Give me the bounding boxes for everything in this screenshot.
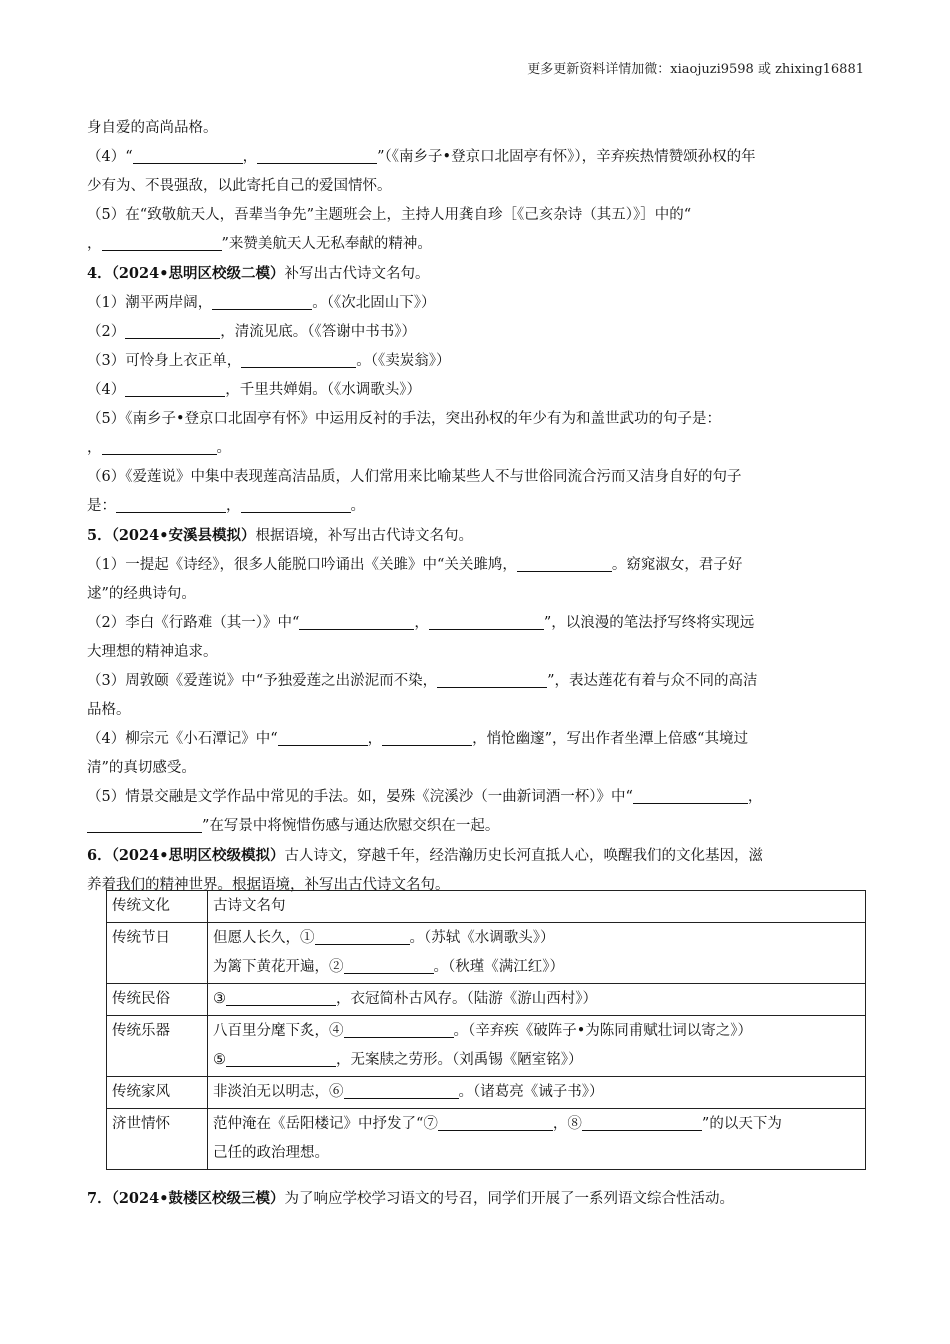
row-content: 八百里分麾下炙，④ 。（辛弃疾《破阵子•为陈同甫赋壮词以寄之》） ⑤ ，无案牍之劳形。（刘禹锡《陋室铭》） bbox=[208, 1016, 866, 1077]
answer-blank[interactable] bbox=[438, 1114, 553, 1131]
answer-blank[interactable] bbox=[437, 671, 547, 688]
intro-line-1: 身自爱的高尚品格。 bbox=[87, 120, 218, 136]
page-header-note: 更多更新资料详情加微：xiaojuzi9598 或 zhixing16881 bbox=[527, 62, 864, 77]
answer-blank[interactable] bbox=[299, 613, 414, 630]
answer-blank[interactable] bbox=[241, 496, 351, 513]
q4-item-4: （4） ，千里共婵娟。（《水调歌头》） bbox=[87, 382, 421, 398]
q6-title-line-2: 养着我们的精神世界。根据语境，补写出古代诗文名句。 bbox=[87, 877, 450, 893]
q4-title: 4．（2024•思明区校级二模）补写出古代诗文名句。 bbox=[87, 265, 430, 282]
row-content: 非淡泊无以明志，⑥ 。（诸葛亮《诫子书》） bbox=[208, 1077, 866, 1109]
row-category: 传统民俗 bbox=[107, 984, 208, 1016]
table-row bbox=[107, 1109, 866, 1170]
q7-title: 7．（2024•鼓楼区校级三模）为了响应学校学习语文的号召，同学们开展了一系列语文综合性活动。 bbox=[87, 1190, 734, 1207]
q5-item-2-line-2: 大理想的精神追求。 bbox=[87, 644, 218, 660]
answer-blank[interactable] bbox=[133, 147, 243, 164]
q5-item-1-line-2: 逑”的经典诗句。 bbox=[87, 586, 196, 602]
answer-blank[interactable] bbox=[633, 787, 748, 804]
table-header-row bbox=[107, 891, 866, 923]
question-content bbox=[87, 114, 867, 900]
answer-blank[interactable] bbox=[382, 729, 472, 746]
q4-item-5-line-1: （5）《南乡子•登京口北固亭有怀》中运用反衬的手法，突出孙权的年少有为和盖世武功的句子是： bbox=[87, 411, 722, 427]
culture-poetry-table bbox=[106, 890, 866, 1170]
q4-item-3: （3）可怜身上衣正单， 。（《卖炭翁》） bbox=[87, 353, 451, 369]
q5-item-5-line-2: ”在写景中将惋惜伤感与通达欣慰交织在一起。 bbox=[87, 812, 867, 841]
q5-item-3-line-1: （3）周敦颐《爱莲说》中“予独爱莲之出淤泥而不染， ”，表达莲花有着与众不同的高洁 bbox=[87, 673, 758, 689]
table-header-cell: 古诗文名句 bbox=[208, 891, 866, 923]
answer-blank[interactable] bbox=[226, 989, 336, 1006]
answer-blank[interactable] bbox=[315, 928, 410, 945]
answer-blank[interactable] bbox=[344, 1082, 459, 1099]
q4-item-1: （1）潮平两岸阔， 。（《次北固山下》） bbox=[87, 295, 436, 311]
q5-item-4-line-2: 清”的真切感受。 bbox=[87, 760, 196, 776]
q6-title: 6．（2024•思明区校级模拟）古人诗文，穿越千年，经浩瀚历史长河直抵人心，唤醒我们的文化基因，滋 bbox=[87, 847, 763, 864]
answer-blank[interactable] bbox=[226, 1050, 336, 1067]
answer-blank[interactable] bbox=[241, 351, 356, 368]
question-number: 5．（2024•安溪县模拟） bbox=[87, 527, 256, 544]
q4-item-5-line-2: ， 。 bbox=[87, 440, 231, 456]
answer-blank[interactable] bbox=[344, 957, 434, 974]
q5-item-1-line-1: （1）一提起《诗经》，很多人能脱口吟诵出《关雎》中“关关雎鸠， 。窈窕淑女，君子好 bbox=[87, 557, 743, 573]
row-category: 传统节日 bbox=[107, 923, 208, 984]
table-row bbox=[107, 984, 866, 1016]
answer-blank[interactable] bbox=[344, 1021, 454, 1038]
row-category: 传统乐器 bbox=[107, 1016, 208, 1077]
q3-item-4-line-2: 少有为、不畏强敌，以此寄托自己的爱国情怀。 bbox=[87, 178, 392, 194]
answer-blank[interactable] bbox=[116, 496, 226, 513]
q5-item-3-line-2: 品格。 bbox=[87, 702, 131, 718]
q3-item-5-line-1: （5）在“致敬航天人，吾辈当争先”主题班会上，主持人用龚自珍［《己亥杂诗（其五）》］中的“ bbox=[87, 207, 692, 223]
q3-item-4-line-1: （4）“ ， ”（《南乡子•登京口北固亭有怀》），辛弃疾热情赞颂孙权的年 bbox=[87, 149, 756, 165]
answer-blank[interactable] bbox=[125, 380, 225, 397]
answer-blank[interactable] bbox=[517, 555, 612, 572]
table-row bbox=[107, 1077, 866, 1109]
row-category: 传统家风 bbox=[107, 1077, 208, 1109]
question-number: 6．（2024•思明区校级模拟） bbox=[87, 847, 285, 864]
q4-item-2: （2） ，清流见底。（《答谢中书书》） bbox=[87, 324, 416, 340]
table-header-cell: 传统文化 bbox=[107, 891, 208, 923]
answer-blank[interactable] bbox=[212, 293, 312, 310]
row-content: ③ ，衣冠简朴古风存。（陆游《游山西村》） bbox=[208, 984, 866, 1016]
answer-blank[interactable] bbox=[257, 147, 377, 164]
q5-item-2-line-1: （2）李白《行路难（其一）》中“ ， ”，以浪漫的笔法抒写终将实现远 bbox=[87, 615, 755, 631]
q5-item-5-line-1: （5）情景交融是文学作品中常见的手法。如，晏殊《浣溪沙（一曲新词酒一杯）》中“ ， bbox=[87, 789, 763, 805]
answer-blank[interactable] bbox=[582, 1114, 702, 1131]
answer-blank[interactable] bbox=[87, 816, 202, 833]
answer-blank[interactable] bbox=[429, 613, 544, 630]
answer-blank[interactable] bbox=[102, 234, 222, 251]
question-number: 7．（2024•鼓楼区校级三模） bbox=[87, 1190, 285, 1207]
q5-title: 5．（2024•安溪县模拟）根据语境，补写出古代诗文名句。 bbox=[87, 527, 473, 544]
row-category: 济世情怀 bbox=[107, 1109, 208, 1170]
row-content: 范仲淹在《岳阳楼记》中抒发了“⑦ ，⑧ ”的以天下为 己任的政治理想。 bbox=[208, 1109, 866, 1170]
answer-blank[interactable] bbox=[102, 438, 217, 455]
answer-blank[interactable] bbox=[125, 322, 220, 339]
table-row bbox=[107, 923, 866, 984]
q4-item-6-line-2: 是： ， 。 bbox=[87, 498, 365, 514]
answer-blank[interactable] bbox=[278, 729, 368, 746]
row-content: 但愿人长久，① 。（苏轼《水调歌头》） 为篱下黄花开遍，② 。（秋瑾《满江红》） bbox=[208, 923, 866, 984]
q5-item-4-line-1: （4）柳宗元《小石潭记》中“ ， ，悄怆幽邃”，写出作者坐潭上倍感“其境过 bbox=[87, 731, 748, 747]
q4-item-6-line-1: （6）《爱莲说》中集中表现莲高洁品质，人们常用来比喻某些人不与世俗同流合污而又洁身自好的句子 bbox=[87, 469, 742, 485]
q3-item-5-line-2: ， ”来赞美航天人无私奉献的精神。 bbox=[87, 236, 432, 252]
table-row bbox=[107, 1016, 866, 1077]
question-number: 4．（2024•思明区校级二模） bbox=[87, 265, 285, 282]
